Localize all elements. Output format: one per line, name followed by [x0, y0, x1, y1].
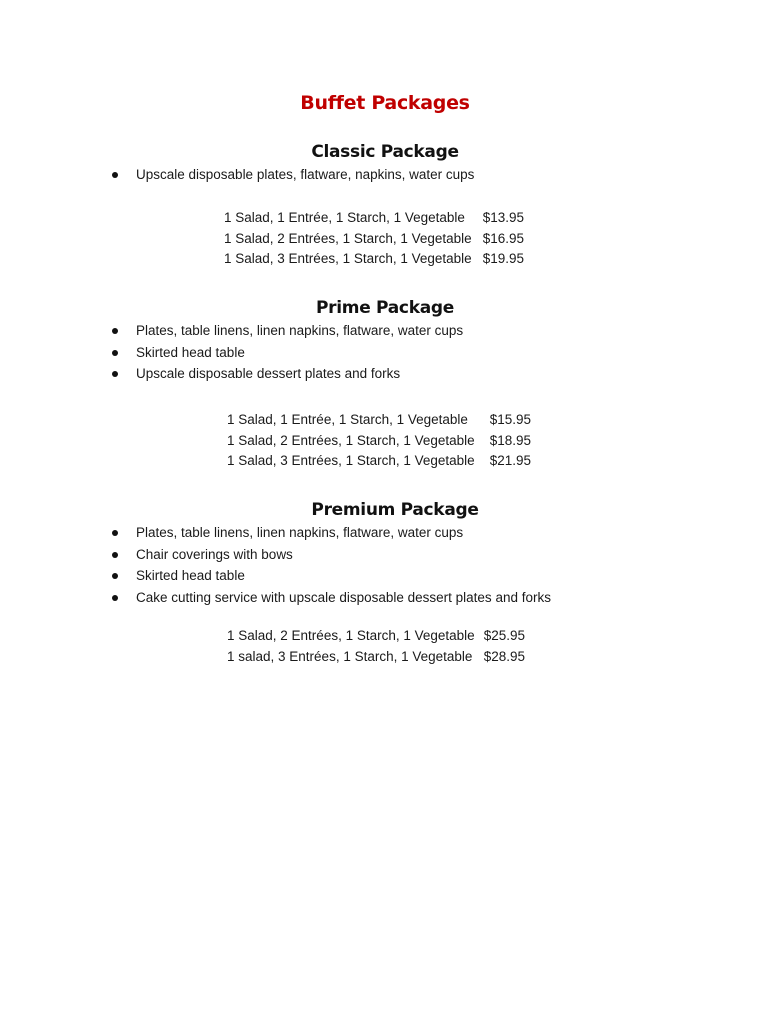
price-row	[227, 431, 531, 452]
price-row-price: $15.95	[489, 412, 531, 427]
price-row-description: 1 Salad, 1 Entrée, 1 Starch, 1 Vegetable	[224, 210, 465, 225]
price-row	[227, 626, 525, 647]
price-row-price: $21.95	[489, 453, 531, 468]
feature-item: Skirted head table	[108, 565, 551, 587]
feature-item: Chair coverings with bows	[108, 544, 551, 566]
price-row-description: 1 Salad, 1 Entrée, 1 Starch, 1 Vegetable	[227, 412, 468, 427]
price-row	[227, 451, 531, 472]
price-row-description: 1 salad, 3 Entrées, 1 Starch, 1 Vegetable	[227, 648, 473, 664]
price-row-description: 1 Salad, 2 Entrées, 1 Starch, 1 Vegetable	[224, 230, 472, 246]
price-row	[224, 249, 524, 270]
price-row	[227, 410, 531, 431]
feature-item: Plates, table linens, linen napkins, flatware, water cups	[108, 320, 463, 342]
premium-price-table	[227, 626, 525, 667]
price-row-price: $16.95	[482, 230, 524, 246]
feature-item: Upscale disposable plates, flatware, napkins, water cups	[108, 164, 474, 186]
feature-item: Skirted head table	[108, 342, 463, 364]
premium-package-title: Premium Package	[311, 500, 479, 520]
price-row	[224, 208, 524, 229]
price-row-description: 1 Salad, 2 Entrées, 1 Starch, 1 Vegetable	[227, 432, 475, 448]
feature-item: Upscale disposable dessert plates and forks	[108, 363, 463, 385]
price-row-price: $18.95	[489, 432, 531, 448]
price-row-description: 1 Salad, 3 Entrées, 1 Starch, 1 Vegetable	[224, 251, 472, 266]
prime-package-title: Prime Package	[316, 298, 454, 318]
prime-feature-list	[108, 320, 463, 385]
price-row-price: $28.95	[483, 648, 525, 664]
document-title: Buffet Packages	[300, 92, 470, 114]
premium-feature-list	[108, 522, 551, 608]
price-row-price: $13.95	[482, 210, 524, 225]
classic-feature-list	[108, 164, 474, 186]
price-row-price: $25.95	[483, 628, 525, 643]
classic-price-table	[224, 208, 524, 270]
price-row	[224, 229, 524, 250]
price-row	[227, 647, 525, 668]
price-row-price: $19.95	[482, 251, 524, 266]
prime-price-table	[227, 410, 531, 472]
price-row-description: 1 Salad, 3 Entrées, 1 Starch, 1 Vegetable	[227, 453, 475, 468]
feature-item: Plates, table linens, linen napkins, flatware, water cups	[108, 522, 551, 544]
price-row-description: 1 Salad, 2 Entrées, 1 Starch, 1 Vegetable	[227, 628, 475, 643]
feature-item: Cake cutting service with upscale disposable dessert plates and forks	[108, 587, 551, 609]
classic-package-title: Classic Package	[311, 142, 459, 162]
